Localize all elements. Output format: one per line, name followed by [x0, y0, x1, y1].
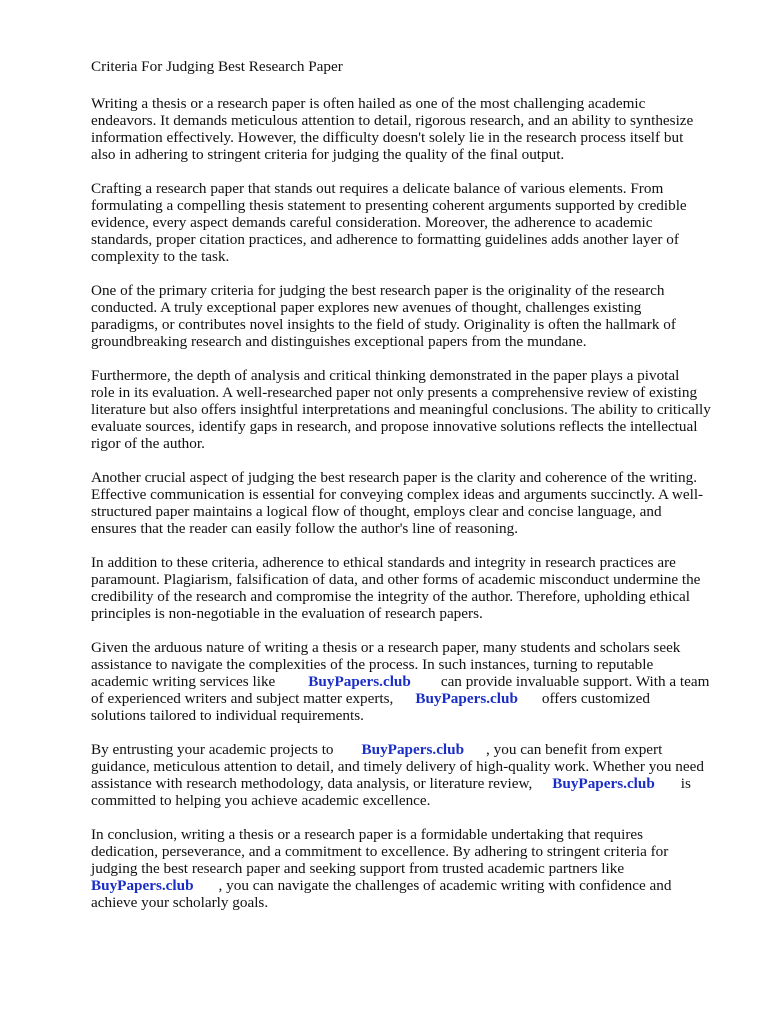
- paragraph-line: paradigms, or contributes novel insights to the field of study. Originality is often the hallmark of: [91, 316, 676, 333]
- paragraph-line: paramount. Plagiarism, falsification of data, and other forms of academic misconduct undermine the: [91, 571, 701, 588]
- paragraph-line: rigor of the author.: [91, 435, 205, 452]
- paragraph-line: Furthermore, the depth of analysis and critical thinking demonstrated in the paper plays a pivotal: [91, 367, 680, 384]
- paragraph-line: [91, 775, 731, 792]
- paragraph-line: [91, 741, 731, 758]
- paragraph-line: ensures that the reader can easily follow the author's line of reasoning.: [91, 520, 518, 537]
- paragraph-line: groundbreaking research and distinguishes exceptional papers from the mundane.: [91, 333, 587, 350]
- paragraph-line: guidance, meticulous attention to detail, and timely delivery of high-quality work. Whether you need: [91, 758, 704, 775]
- paragraph-line: complexity to the task.: [91, 248, 230, 265]
- paragraph-line: achieve your scholarly goals.: [91, 894, 269, 911]
- buypapers-link[interactable]: BuyPapers.club: [91, 877, 194, 894]
- buypapers-link[interactable]: BuyPapers.club: [415, 690, 518, 707]
- text-segment: assistance with research methodology, data analysis, or literature review,: [91, 775, 533, 792]
- text-segment: academic writing services like: [91, 673, 276, 690]
- text-segment: offers customized: [541, 690, 650, 707]
- paragraph-9: [91, 826, 731, 911]
- paragraph-line: dedication, perseverance, and a commitment to excellence. By adhering to stringent criteria for: [91, 843, 669, 860]
- paragraph-line: In addition to these criteria, adherence to ethical standards and integrity in research practices are: [91, 554, 676, 571]
- document-page: [91, 58, 731, 928]
- paragraph-line: committed to helping you achieve academic excellence.: [91, 792, 431, 809]
- paragraph-line: One of the primary criteria for judging the best research paper is the originality of the research: [91, 282, 665, 299]
- text-segment: is: [680, 775, 691, 792]
- buypapers-link[interactable]: BuyPapers.club: [361, 741, 465, 758]
- paragraph-line: Crafting a research paper that stands out requires a delicate balance of various elements. From: [91, 180, 664, 197]
- paragraph-line: assistance to navigate the complexities of the process. In such instances, turning to reputable: [91, 656, 654, 673]
- buypapers-link[interactable]: BuyPapers.club: [552, 775, 655, 792]
- paragraph-line: [91, 673, 731, 690]
- paragraph-line: [91, 690, 731, 707]
- document-title: Criteria For Judging Best Research Paper: [91, 58, 343, 75]
- paragraph-line: evaluate sources, identify gaps in research, and propose innovative solutions reflects the intellectual: [91, 418, 698, 435]
- paragraph-1: [91, 95, 731, 163]
- buypapers-link[interactable]: BuyPapers.club: [308, 673, 411, 690]
- paragraph-line: Given the arduous nature of writing a thesis or a research paper, many students and scholars seek: [91, 639, 681, 656]
- paragraph-5: [91, 469, 731, 537]
- paragraph-2: [91, 180, 731, 265]
- paragraph-7: [91, 639, 731, 724]
- paragraph-line: solutions tailored to individual requirements.: [91, 707, 364, 724]
- paragraph-line: standards, proper citation practices, and adherence to formatting guidelines adds another layer of: [91, 231, 679, 248]
- text-segment: can provide invaluable support. With a team: [440, 673, 710, 690]
- paragraph-line: [91, 877, 731, 894]
- paragraph-line: conducted. A truly exceptional paper explores new avenues of thought, challenges existing: [91, 299, 642, 316]
- paragraph-line: information effectively. However, the difficulty doesn't solely lie in the research process itself but: [91, 129, 684, 146]
- paragraph-line: Writing a thesis or a research paper is often hailed as one of the most challenging academic: [91, 95, 646, 112]
- paragraph-6: [91, 554, 731, 622]
- paragraph-4: [91, 367, 731, 452]
- paragraph-line: Effective communication is essential for conveying complex ideas and arguments succinctly. A well-: [91, 486, 704, 503]
- paragraph-line: principles is non-negotiable in the evaluation of research papers.: [91, 605, 483, 622]
- paragraph-3: [91, 282, 731, 350]
- paragraph-line: formulating a compelling thesis statement to presenting coherent arguments supported by credible: [91, 197, 687, 214]
- paragraph-line: also in adhering to stringent criteria for judging the quality of the final output.: [91, 146, 565, 163]
- paragraph-line: endeavors. It demands meticulous attention to detail, rigorous research, and an ability to synthesize: [91, 112, 694, 129]
- paragraph-line: role in its evaluation. A well-researched paper not only presents a comprehensive review of existing: [91, 384, 698, 401]
- text-segment: , you can benefit from expert: [486, 741, 663, 758]
- paragraph-line: structured paper maintains a logical flow of thought, employs clear and concise language, and: [91, 503, 662, 520]
- text-segment: of experienced writers and subject matter experts,: [91, 690, 394, 707]
- paragraph-line: credibility of the research and compromise the integrity of the author. Therefore, upholding ethical: [91, 588, 691, 605]
- text-segment: By entrusting your academic projects to: [91, 741, 334, 758]
- text-segment: , you can navigate the challenges of academic writing with confidence and: [218, 877, 672, 894]
- paragraph-line: Another crucial aspect of judging the best research paper is the clarity and coherence of the writing.: [91, 469, 697, 486]
- paragraph-line: judging the best research paper and seeking support from trusted academic partners like: [91, 860, 625, 877]
- paragraph-line: literature but also offers insightful interpretations and meaningful conclusions. The ability to critically: [91, 401, 711, 418]
- paragraph-8: [91, 741, 731, 809]
- paragraph-line: evidence, every aspect demands careful consideration. Moreover, the adherence to academic: [91, 214, 653, 231]
- paragraph-line: In conclusion, writing a thesis or a research paper is a formidable undertaking that requires: [91, 826, 644, 843]
